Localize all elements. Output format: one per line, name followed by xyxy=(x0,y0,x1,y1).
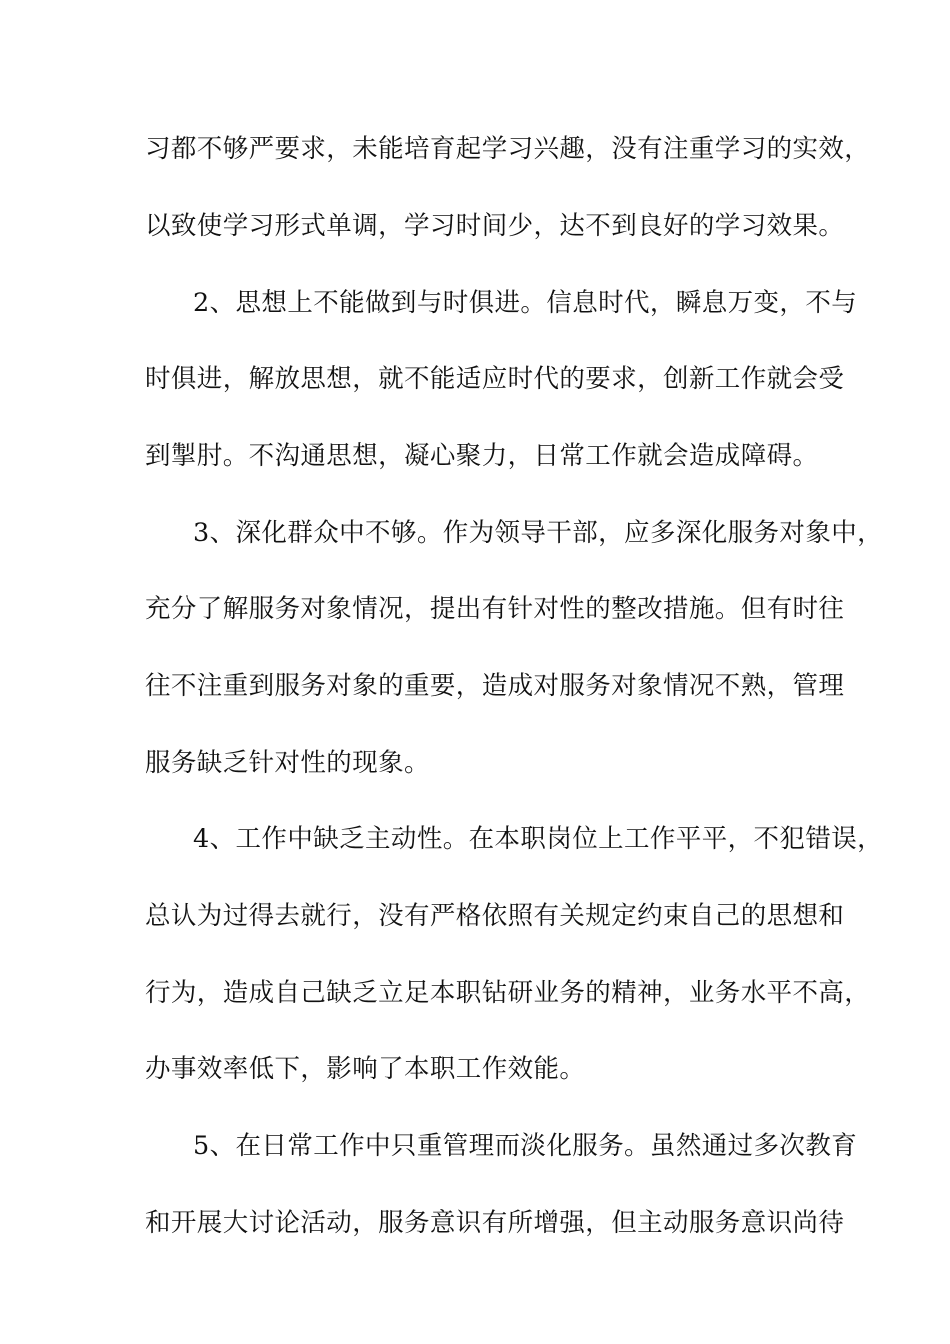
text-line-12: 行为，造成自己缺乏立足本职钻研业务的精神，业务水平不高， xyxy=(145,978,871,1008)
text-line-5: 到掣肘。不沟通思想，凝心聚力，日常工作就会造成障碍。 xyxy=(145,441,819,471)
paragraph-2-start: 2、思想上不能做到与时俱进。信息时代，瞬息万变，不与 xyxy=(193,288,858,318)
paragraph-3-start: 3、深化群众中不够。作为领导干部，应多深化服务对象中， xyxy=(193,518,884,548)
text-line-13: 办事效率低下，影响了本职工作效能。 xyxy=(145,1054,586,1084)
text-line-7: 充分了解服务对象情况，提出有针对性的整改措施。但有时往 xyxy=(145,594,845,624)
paragraph-5-start: 5、在日常工作中只重管理而淡化服务。虽然通过多次教育 xyxy=(193,1131,858,1161)
text-line-9: 服务缺乏针对性的现象。 xyxy=(145,748,430,778)
text-line-2: 以致使学习形式单调，学习时间少，达不到良好的学习效果。 xyxy=(145,211,845,241)
text-line-8: 往不注重到服务对象的重要，造成对服务对象情况不熟，管理 xyxy=(145,671,845,701)
text-line-1: 习都不够严要求，未能培育起学习兴趣，没有注重学习的实效， xyxy=(145,134,871,164)
paragraph-4-start: 4、工作中缺乏主动性。在本职岗位上工作平平，不犯错误， xyxy=(193,824,884,854)
text-line-15: 和开展大讨论活动，服务意识有所增强，但主动服务意识尚待 xyxy=(145,1208,845,1238)
text-line-4: 时俱进，解放思想，就不能适应时代的要求，创新工作就会受 xyxy=(145,364,845,394)
text-line-11: 总认为过得去就行，没有严格依照有关规定约束自己的思想和 xyxy=(145,901,845,931)
